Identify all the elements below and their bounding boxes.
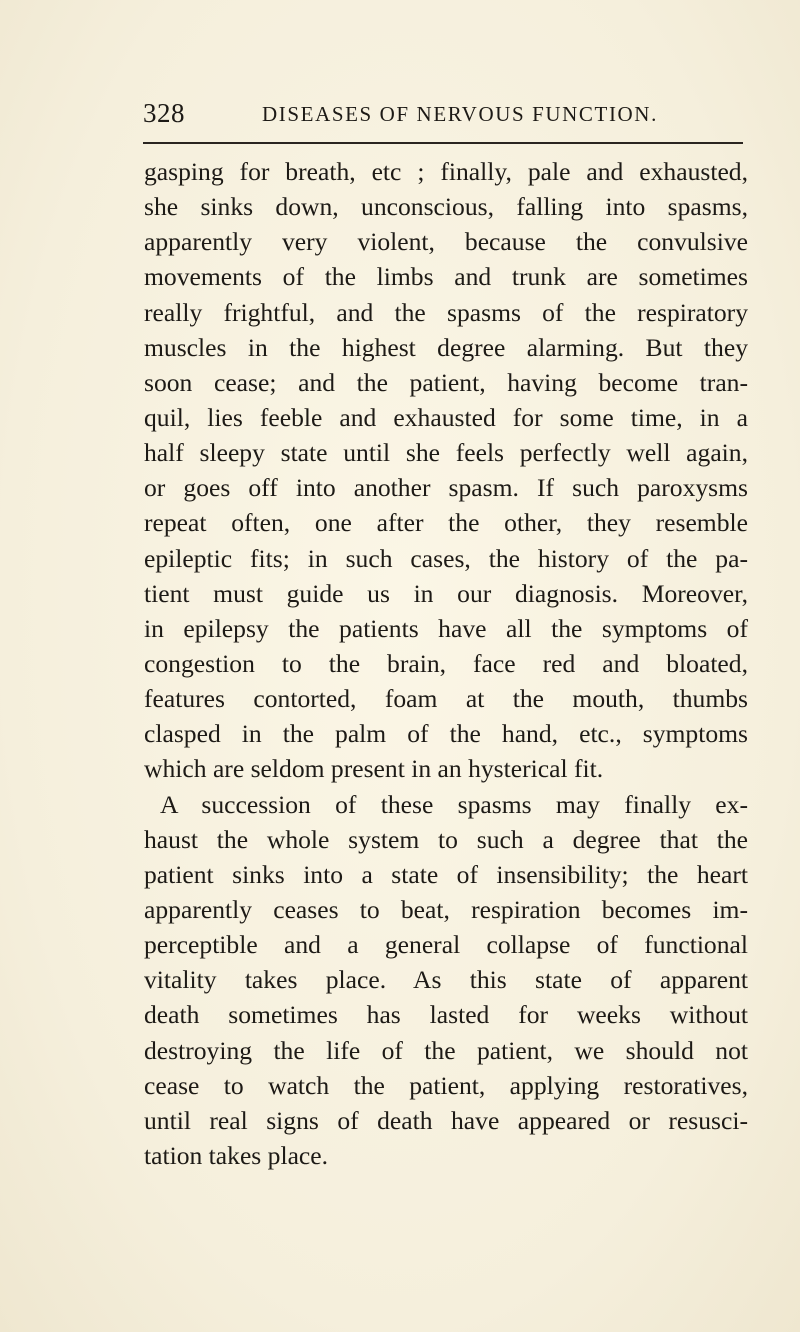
text-line: epileptic fits; in such cases, the history of the pa- bbox=[144, 543, 748, 573]
text-line: clasped in the palm of the hand, etc., symptoms bbox=[144, 719, 748, 749]
text-line: vitality takes place. As this state of apparent bbox=[144, 965, 748, 995]
text-line: perceptible and a general collapse of functional bbox=[144, 930, 748, 960]
text-line: really frightful, and the spasms of the respiratory bbox=[144, 297, 748, 327]
text-line: repeat often, one after the other, they resemble bbox=[144, 508, 748, 538]
text-line: muscles in the highest degree alarming. But they bbox=[144, 332, 748, 362]
text-line: soon cease; and the patient, having become tran- bbox=[144, 367, 748, 397]
text-line: haust the whole system to such a degree that the bbox=[144, 824, 748, 854]
text-line: which are seldom present in an hysterical fit. bbox=[144, 754, 604, 784]
text-line: apparently ceases to beat, respiration becomes im- bbox=[144, 894, 748, 924]
text-line: half sleepy state until she feels perfectly well again, bbox=[144, 438, 748, 468]
text-line: cease to watch the patient, applying restoratives, bbox=[144, 1070, 748, 1100]
running-head-title: DISEASES OF NERVOUS FUNCTION. bbox=[262, 102, 658, 126]
text-line: apparently very violent, because the convulsive bbox=[144, 227, 748, 257]
text-line: destroying the life of the patient, we should not bbox=[144, 1035, 748, 1065]
text-line: or goes off into another spasm. If such paroxysms bbox=[144, 473, 748, 503]
paragraph-2 bbox=[144, 787, 748, 1174]
running-head bbox=[143, 98, 743, 138]
page-number: 328 bbox=[143, 98, 185, 128]
text-line: quil, lies feeble and exhausted for some time, in a bbox=[144, 402, 748, 432]
text-line: tation takes place. bbox=[144, 1140, 329, 1170]
text-line: patient sinks into a state of insensibility; the heart bbox=[144, 859, 748, 889]
text-line: gasping for breath, etc ; finally, pale and exhausted, bbox=[144, 157, 748, 186]
text-line: movements of the limbs and trunk are sometimes bbox=[144, 262, 748, 292]
text-line: A succession of these spasms may finally ex- bbox=[160, 789, 748, 819]
text-line: in epilepsy the patients have all the symptoms of bbox=[144, 613, 748, 643]
body-text bbox=[144, 154, 748, 1173]
text-line: congestion to the brain, face red and bloated, bbox=[144, 648, 748, 678]
text-line: features contorted, foam at the mouth, thumbs bbox=[144, 684, 748, 714]
paragraph-1 bbox=[144, 154, 748, 787]
text-line: death sometimes has lasted for weeks without bbox=[144, 1000, 748, 1030]
text-line: tient must guide us in our diagnosis. Moreover, bbox=[144, 578, 748, 608]
text-line: until real signs of death have appeared or resusci- bbox=[144, 1105, 748, 1135]
text-line: she sinks down, unconscious, falling into spasms, bbox=[144, 192, 748, 222]
header-rule bbox=[143, 142, 743, 144]
